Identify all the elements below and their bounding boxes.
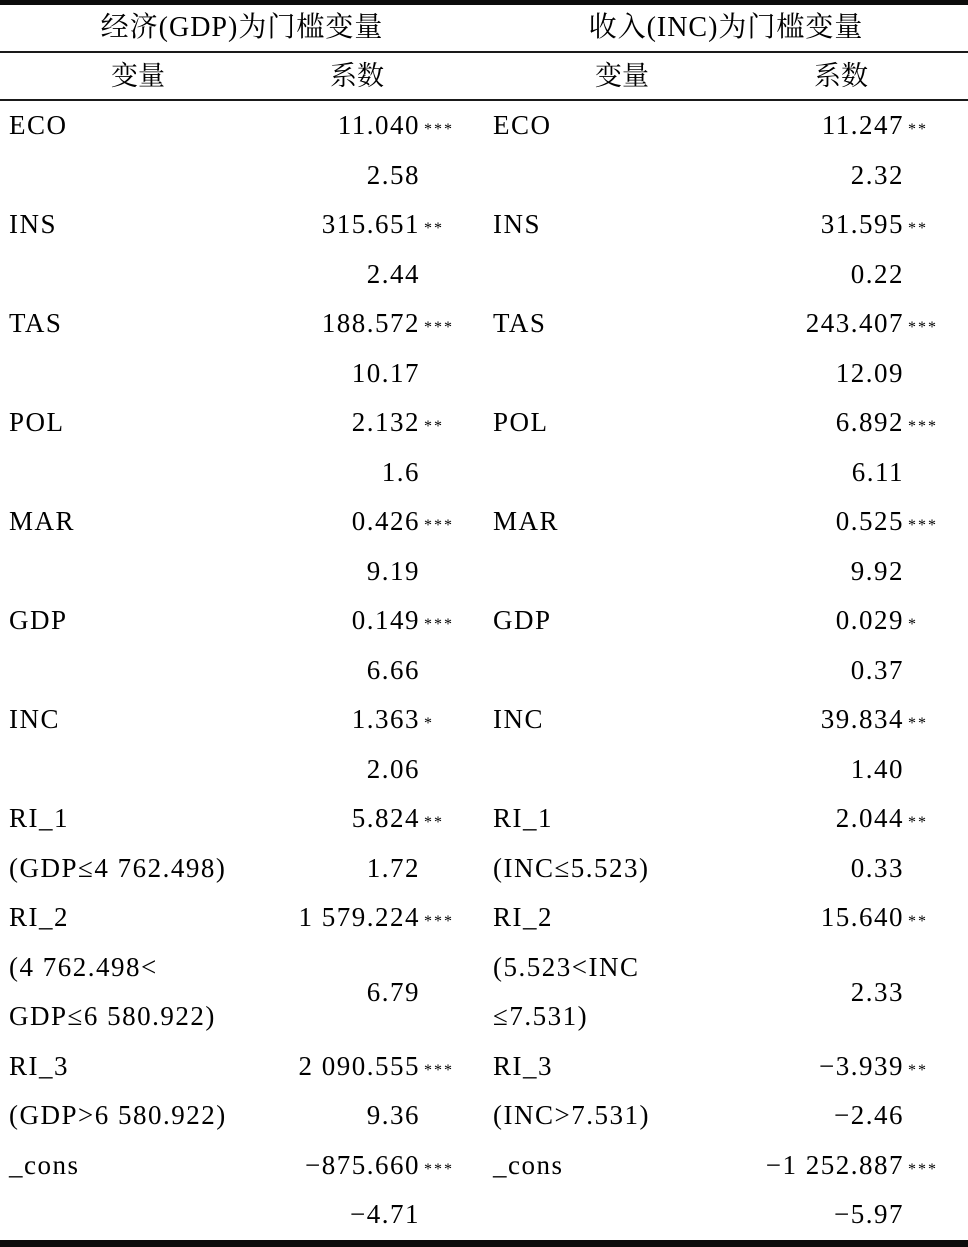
row-variable-label: RI_1 [9,803,69,833]
threshold-condition-label [0,547,230,597]
coefficient-cell [230,299,484,349]
t-statistic-cell [714,151,968,201]
table-row [484,844,968,894]
row-variable-label: MAR [9,506,76,536]
significance-stars: *** [424,1160,454,1178]
condition-line: ≤7.531) [493,1001,589,1031]
table-row [484,299,968,349]
row-variable-label: ECO [493,110,552,140]
significance-stars: *** [908,1160,938,1178]
threshold-condition-label [0,349,230,399]
table-row [0,646,484,696]
coefficient-cell [714,497,968,547]
coefficient-value: 0.149 [351,605,420,635]
significance-stars: *** [424,517,454,534]
t-statistic-value: 0.37 [850,654,904,685]
coefficient-cell [230,794,484,844]
t-statistic-value: −4.71 [350,1199,420,1229]
table-row [484,1141,968,1191]
significance-stars: *** [424,319,454,336]
table-row [484,1091,968,1141]
table-body [0,101,968,1240]
coefficient-cell [230,398,484,448]
coefficient-value: 2 090.555 [298,1050,420,1081]
significance-stars: *** [908,319,938,336]
table-row [484,398,968,448]
t-statistic-cell [230,250,484,300]
t-statistic-value: 12.09 [835,357,904,388]
coefficient-cell [230,893,484,943]
row-variable-label: INS [493,209,542,239]
t-statistic-cell [714,844,968,894]
threshold-condition-label: (INC≤5.523) [493,852,650,883]
significance-stars: ** [908,715,928,732]
table-row [0,349,484,399]
threshold-condition-label [0,1190,230,1240]
t-statistic-value: 2.33 [850,976,904,1007]
condition-line: (4 762.498< [9,951,158,982]
t-statistic-value: 2.58 [366,159,420,190]
row-variable-label: RI_2 [9,902,69,932]
table-row [484,745,968,795]
t-statistic-cell [714,646,968,696]
table-row [0,745,484,795]
table-row [484,1042,968,1092]
significance-stars: ** [424,220,444,237]
table-row [0,596,484,646]
significance-stars: ** [908,814,928,831]
row-variable-label: INS [9,209,58,239]
coefficient-value: 0.029 [835,605,904,635]
significance-stars: *** [424,1061,454,1079]
coefficient-value: 11.040 [337,110,420,140]
table-row [0,101,484,151]
gdp-threshold-panel [0,101,484,1240]
coefficient-value: 0.426 [351,506,420,536]
t-statistic-cell [714,943,968,1042]
t-statistic-cell [714,745,968,795]
t-statistic-cell [714,448,968,498]
row-variable-label: RI_2 [493,902,553,932]
coefficient-value: 6.892 [835,407,904,437]
row-variable-label: ECO [9,110,68,140]
coefficient-cell [230,1042,484,1092]
t-statistic-cell [230,448,484,498]
threshold-condition-label [0,745,230,795]
t-statistic-value: 1.40 [850,753,904,784]
t-statistic-cell [714,547,968,597]
coefficient-cell [230,101,484,151]
t-statistic-cell [714,250,968,300]
table-row [0,448,484,498]
significance-stars: *** [908,418,938,435]
threshold-condition-label [0,151,230,201]
coefficient-value: 315.651 [321,209,420,239]
coefficient-cell [714,1141,968,1191]
row-variable-label: INC [9,704,60,734]
threshold-condition-label [484,151,714,201]
column-headers-gdp-panel [0,53,484,99]
coefficient-value: 11.247 [821,110,904,140]
significance-stars: * [424,715,434,732]
coefficient-cell [714,893,968,943]
table-row [484,596,968,646]
coefficient-value: 5.824 [351,803,420,833]
row-variable-label: TAS [9,308,63,338]
table-row [0,893,484,943]
significance-stars: ** [424,418,444,435]
variable-column-header: 变量 [111,61,165,91]
t-statistic-value: 10.17 [351,357,420,388]
panel-header-inc-threshold: 收入(INC)为门槛变量 [588,12,864,43]
bottom-rule [0,1240,968,1247]
significance-stars: ** [424,814,444,831]
t-statistic-value: 0.22 [850,258,904,289]
table-row [0,794,484,844]
coefficient-cell [230,695,484,745]
coefficient-cell [230,1141,484,1191]
t-statistic-cell [230,1091,484,1141]
threshold-condition-label [0,250,230,300]
table-row [484,497,968,547]
threshold-condition-label [484,1190,714,1240]
row-variable-label: POL [493,407,549,437]
coefficient-value: 39.834 [820,704,904,734]
column-headers-inc-panel [484,53,968,99]
table-row [484,943,968,1042]
table-row [0,1091,484,1141]
row-variable-label: RI_3 [493,1050,553,1081]
table-row [0,200,484,250]
coefficient-cell [230,596,484,646]
t-statistic-cell [714,349,968,399]
threshold-condition-label [484,745,714,795]
t-statistic-value: 1.6 [381,456,420,487]
table-row [0,299,484,349]
t-statistic-cell [230,844,484,894]
table-row [484,1190,968,1240]
table-row [484,893,968,943]
row-variable-label: _cons [493,1149,564,1180]
t-statistic-cell [230,745,484,795]
coefficient-cell [714,1042,968,1092]
table-row [0,398,484,448]
row-variable-label: MAR [493,506,560,536]
coefficient-value: 31.595 [820,209,904,239]
threshold-condition-label [484,349,714,399]
t-statistic-cell [230,151,484,201]
threshold-condition-label [0,448,230,498]
coefficient-cell [714,398,968,448]
coefficient-column-header: 系数 [330,61,384,91]
row-variable-label: GDP [493,605,552,635]
coefficient-value: 188.572 [321,308,420,338]
spanner-header-row [0,5,968,51]
condition-line: (5.523<INC [493,951,640,982]
threshold-condition-label [484,547,714,597]
table-row [0,695,484,745]
coefficient-value: 0.525 [835,506,904,536]
row-variable-label: RI_3 [9,1050,69,1081]
threshold-condition-label [484,448,714,498]
table-row [484,448,968,498]
inc-threshold-panel [484,101,968,1240]
t-statistic-value: 9.36 [366,1100,420,1130]
table-row [0,250,484,300]
threshold-condition-label [0,646,230,696]
coefficient-value: −3.939 [819,1050,904,1081]
significance-stars: ** [908,121,928,138]
table-row [484,349,968,399]
table-row [484,646,968,696]
coefficient-cell [230,200,484,250]
row-variable-label: _cons [9,1149,80,1180]
table-row [484,794,968,844]
t-statistic-value: 1.72 [366,852,420,883]
row-variable-label: TAS [493,308,547,338]
row-variable-label: INC [493,704,544,734]
table-row [484,547,968,597]
column-header-row [0,53,968,99]
table-row [0,844,484,894]
t-statistic-value: 2.06 [366,753,420,784]
t-statistic-cell [230,1190,484,1240]
table-row [0,1141,484,1191]
table-row [0,151,484,201]
coefficient-column-header: 系数 [814,61,868,91]
coefficient-cell [714,200,968,250]
t-statistic-cell [714,1190,968,1240]
threshold-condition-label: (INC>7.531) [493,1100,650,1130]
t-statistic-value: −5.97 [834,1199,904,1229]
t-statistic-cell [230,349,484,399]
t-statistic-cell [230,547,484,597]
threshold-condition-label [0,943,230,1042]
table-row [484,151,968,201]
significance-stars: ** [908,913,928,930]
significance-stars: *** [424,121,454,138]
row-variable-label: GDP [9,605,68,635]
t-statistic-value: 0.33 [850,852,904,883]
t-statistic-value: 6.79 [366,976,420,1007]
threshold-condition-label: (GDP>6 580.922) [9,1100,227,1130]
table-row [0,497,484,547]
coefficient-value: 1 579.224 [298,902,420,932]
t-statistic-cell [230,646,484,696]
significance-stars: ** [908,1061,928,1079]
panel-header-gdp-threshold: 经济(GDP)为门槛变量 [100,12,384,43]
significance-stars: ** [908,220,928,237]
row-variable-label: RI_1 [493,803,553,833]
coefficient-value: 243.407 [805,308,904,338]
coefficient-cell [230,497,484,547]
t-statistic-value: 6.66 [366,654,420,685]
table-row [0,943,484,1042]
t-statistic-cell [714,1091,968,1141]
table-row [484,250,968,300]
significance-stars: *** [908,517,938,534]
coefficient-cell [714,596,968,646]
t-statistic-value: 2.44 [366,258,420,289]
t-statistic-value: 9.92 [850,555,904,586]
coefficient-value: −1 252.887 [765,1149,904,1180]
t-statistic-value: −2.46 [834,1100,904,1130]
threshold-condition-label [484,943,714,1042]
coefficient-cell [714,101,968,151]
coefficient-value: 2.132 [351,407,420,437]
coefficient-value: 15.640 [820,902,904,932]
threshold-condition-label [484,646,714,696]
table-row [484,101,968,151]
table-row [484,695,968,745]
table-row [0,1190,484,1240]
coefficient-value: −875.660 [305,1149,420,1180]
condition-line: GDP≤6 580.922) [9,1001,216,1031]
significance-stars: *** [424,913,454,930]
significance-stars: * [908,616,918,633]
threshold-condition-label [484,250,714,300]
significance-stars: *** [424,616,454,633]
table-row [484,200,968,250]
t-statistic-value: 2.32 [850,159,904,190]
t-statistic-value: 6.11 [851,456,904,487]
threshold-condition-label: (GDP≤4 762.498) [9,852,227,883]
table-row [0,547,484,597]
t-statistic-value: 9.19 [366,555,420,586]
t-statistic-cell [230,943,484,1042]
variable-column-header: 变量 [595,61,649,91]
coefficient-cell [714,299,968,349]
coefficient-value: 1.363 [351,704,420,734]
coefficient-cell [714,794,968,844]
coefficient-cell [714,695,968,745]
table-row [0,1042,484,1092]
coefficient-value: 2.044 [835,803,904,833]
row-variable-label: POL [9,407,65,437]
